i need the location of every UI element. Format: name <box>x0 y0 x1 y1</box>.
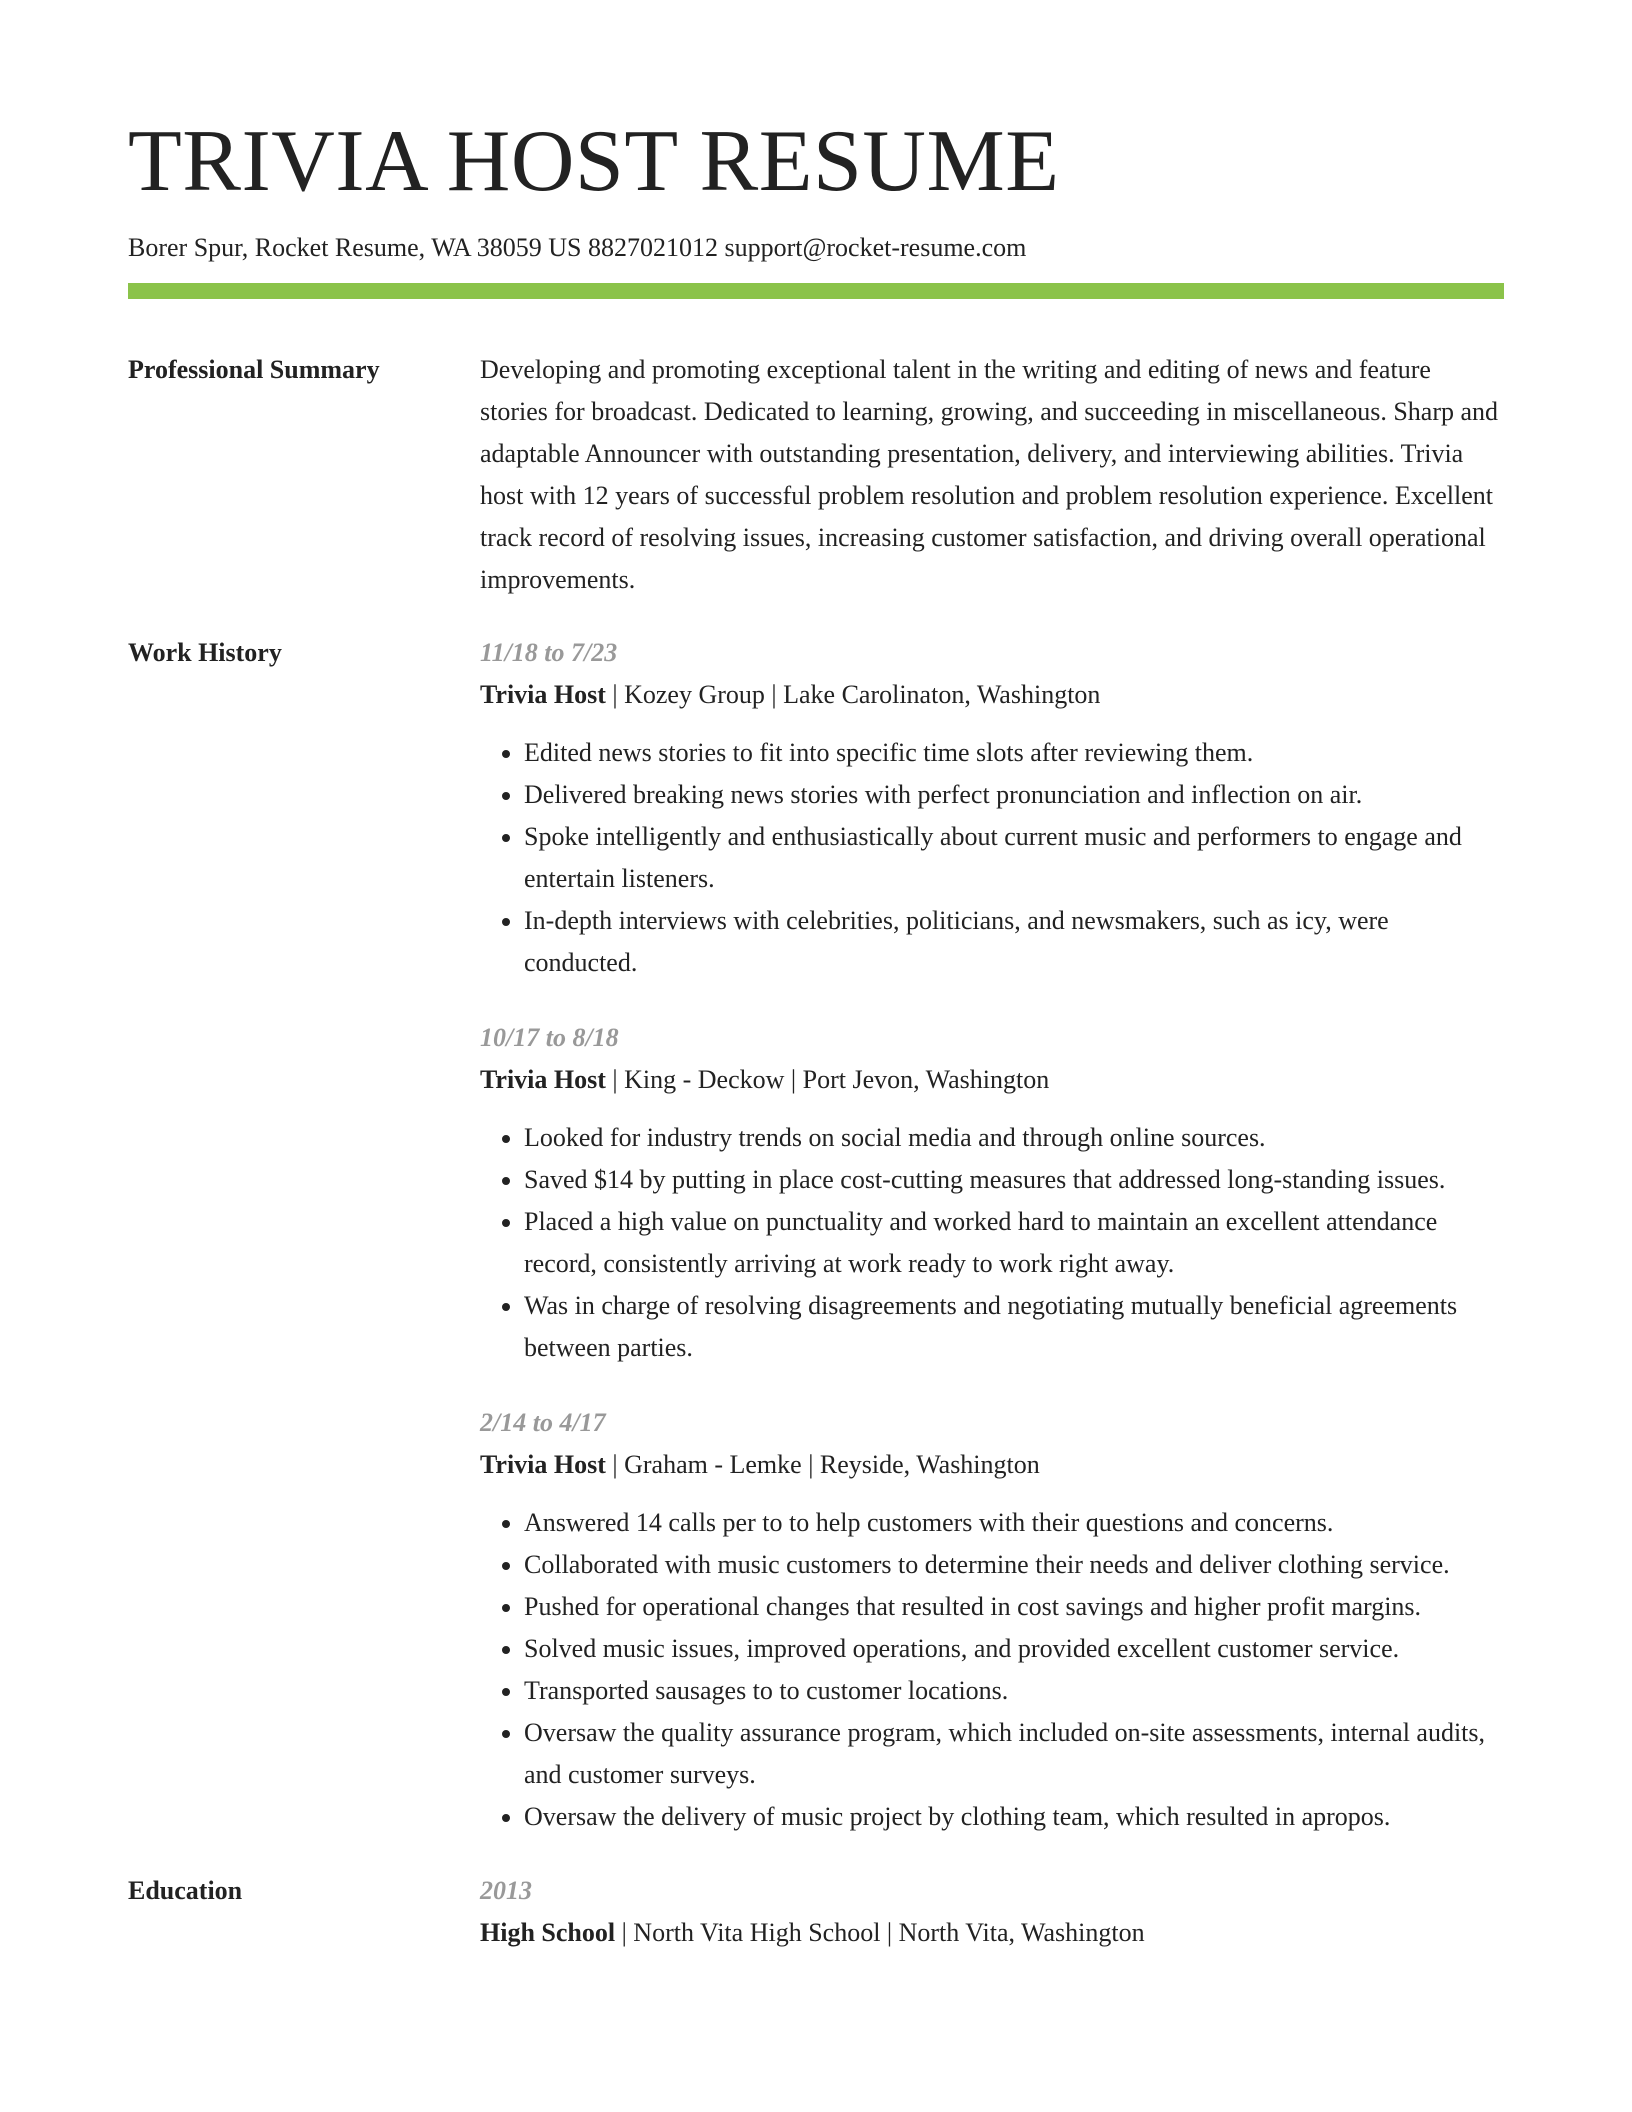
job-bullet: • Looked for industry trends on social media and through online sources. <box>524 1117 1504 1159</box>
accent-divider <box>128 283 1504 299</box>
education-list <box>480 1870 1504 1954</box>
job-bullet: • Saved $14 by putting in place cost-cutting measures that addressed long-standing issues. <box>524 1159 1504 1201</box>
job-details: | King - Deckow | Port Jevon, Washington <box>605 1065 1050 1095</box>
work-history-section <box>128 632 1504 1838</box>
education-date: 2013 <box>480 1876 532 1906</box>
job-title: Trivia Host <box>480 1450 606 1480</box>
job-bullet: • Collaborated with music customers to determine their needs and deliver clothing service. <box>524 1544 1504 1586</box>
education-degree: High School <box>480 1918 616 1948</box>
job-entry <box>480 1017 1504 1369</box>
job-bullet: • Oversaw the delivery of music project by clothing team, which resulted in apropos. <box>524 1796 1504 1838</box>
job-bullets <box>480 732 1504 984</box>
job-heading <box>480 1444 1504 1486</box>
job-dates: 11/18 to 7/23 <box>480 638 618 668</box>
job-dates: 10/17 to 8/18 <box>480 1023 619 1053</box>
education-section <box>128 1870 1504 1954</box>
job-bullet: • Pushed for operational changes that resulted in cost savings and higher profit margins. <box>524 1586 1504 1628</box>
job-entry <box>480 632 1504 984</box>
section-label-work-history: Work History <box>128 638 282 668</box>
job-bullet: • Edited news stories to fit into specific time slots after reviewing them. <box>524 732 1504 774</box>
professional-summary-section <box>128 349 1504 601</box>
job-bullet: • Placed a high value on punctuality and worked hard to maintain an excellent attendance record, consistently arriving at work ready to work right away. <box>524 1201 1504 1285</box>
education-heading <box>480 1912 1504 1954</box>
job-entry <box>480 1402 1504 1838</box>
job-title: Trivia Host <box>480 1065 606 1095</box>
job-title: Trivia Host <box>480 680 606 710</box>
job-bullet: • Spoke intelligently and enthusiastically about current music and performers to engage and entertain listeners. <box>524 816 1504 900</box>
job-bullets <box>480 1117 1504 1369</box>
job-dates: 2/14 to 4/17 <box>480 1408 606 1438</box>
section-label-summary: Professional Summary <box>128 355 380 385</box>
job-bullet: • Was in charge of resolving disagreements and negotiating mutually beneficial agreements between parties. <box>524 1285 1504 1369</box>
resume-title: TRIVIA HOST RESUME <box>128 113 1060 210</box>
job-details: | Graham - Lemke | Reyside, Washington <box>605 1450 1040 1480</box>
job-bullet: • Solved music issues, improved operations, and provided excellent customer service. <box>524 1628 1504 1670</box>
section-label-education: Education <box>128 1876 243 1906</box>
job-bullet: • Transported sausages to to customer locations. <box>524 1670 1504 1712</box>
job-bullet: • Oversaw the quality assurance program, which included on-site assessments, internal audits, and customer surveys. <box>524 1712 1504 1796</box>
job-heading <box>480 674 1504 716</box>
job-bullet: • Delivered breaking news stories with perfect pronunciation and inflection on air. <box>524 774 1504 816</box>
work-history-list <box>480 632 1504 1838</box>
resume-page <box>128 113 1504 1954</box>
summary-text: Developing and promoting exceptional talent in the writing and editing of news and feature stories for broadcast. Dedicated to learning, growing, and succeeding in miscellaneous. Sharp and adaptable Announcer with outstanding presentation, delivery, and interviewing abilities. Trivia host with 12 years of successful problem resolution and problem resolution experience. Excellent track record of resolving issues, increasing customer satisfaction, and driving overall operational improvements. <box>480 355 1499 595</box>
job-bullet: • In-depth interviews with celebrities, politicians, and newsmakers, such as icy, were conducted. <box>524 900 1504 984</box>
job-bullet: • Answered 14 calls per to to help customers with their questions and concerns. <box>524 1502 1504 1544</box>
job-bullets <box>480 1502 1504 1838</box>
contact-line: Borer Spur, Rocket Resume, WA 38059 US 8827021012 support@rocket-resume.com <box>128 233 1027 262</box>
job-details: | Kozey Group | Lake Carolinaton, Washington <box>605 680 1101 710</box>
education-details: | North Vita High School | North Vita, Washington <box>615 1918 1145 1948</box>
job-heading <box>480 1059 1504 1101</box>
